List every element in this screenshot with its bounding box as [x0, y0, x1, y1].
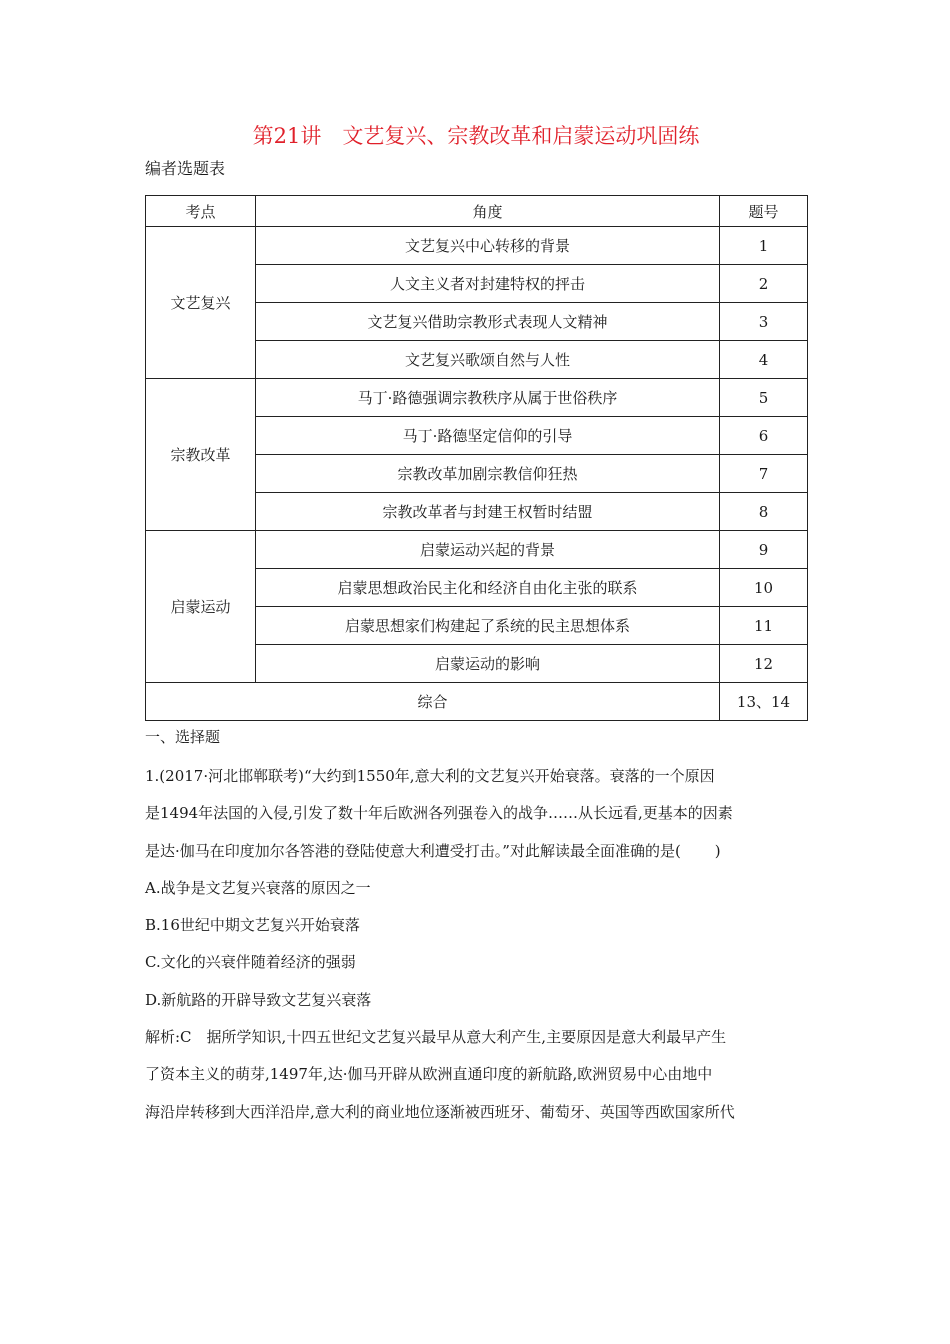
angle-cell: 马丁·路德强调宗教秩序从属于世俗秩序 [256, 379, 720, 417]
angle-cell: 文艺复兴借助宗教形式表现人文精神 [256, 303, 720, 341]
option-a: A.战争是文艺复兴衰落的原因之一 [145, 878, 371, 897]
topic-cell: 启蒙运动 [146, 531, 256, 683]
question-1 [145, 758, 807, 1131]
table-row [146, 531, 808, 569]
question-stem-end: ) [714, 841, 721, 860]
number-cell: 7 [720, 455, 808, 493]
analysis-line: 了资本主义的萌芽,1497年,达·伽马开辟从欧洲直通印度的新航路,欧洲贸易中心由地中 [145, 1065, 713, 1084]
angle-cell: 宗教改革者与封建王权暂时结盟 [256, 493, 720, 531]
header-number: 题号 [720, 196, 808, 227]
header-topic: 考点 [146, 196, 256, 227]
section-heading: 一、选择题 [145, 728, 221, 746]
number-cell: 9 [720, 531, 808, 569]
header-angle: 角度 [256, 196, 720, 227]
page-title: 第21讲 文艺复兴、宗教改革和启蒙运动巩固练 [252, 124, 700, 148]
number-cell: 12 [720, 645, 808, 683]
summary-label: 综合 [146, 683, 720, 721]
angle-cell: 启蒙运动的影响 [256, 645, 720, 683]
angle-cell: 启蒙思想家们构建起了系统的民主思想体系 [256, 607, 720, 645]
angle-cell: 启蒙思想政治民主化和经济自由化主张的联系 [256, 569, 720, 607]
number-cell: 4 [720, 341, 808, 379]
topic-cell: 宗教改革 [146, 379, 256, 531]
analysis-line: 海沿岸转移到大西洋沿岸,意大利的商业地位逐渐被西班牙、葡萄牙、英国等西欧国家所代 [145, 1102, 735, 1121]
analysis-line: 解析:C 据所学知识,十四五世纪文艺复兴最早从意大利产生,主要原因是意大利最早产生 [145, 1028, 727, 1047]
angle-cell: 文艺复兴歌颂自然与人性 [256, 341, 720, 379]
number-cell: 2 [720, 265, 808, 303]
number-cell: 1 [720, 227, 808, 265]
angle-cell: 马丁·路德坚定信仰的引导 [256, 417, 720, 455]
number-cell: 3 [720, 303, 808, 341]
number-cell: 5 [720, 379, 808, 417]
number-cell: 11 [720, 607, 808, 645]
option-b: B.16世纪中期文艺复兴开始衰落 [145, 916, 360, 935]
table-row [146, 379, 808, 417]
table-caption: 编者选题表 [145, 159, 226, 178]
question-stem-line [145, 833, 807, 870]
option-d: D.新航路的开辟导致文艺复兴衰落 [145, 990, 372, 1009]
topic-cell: 文艺复兴 [146, 227, 256, 379]
option-c: C.文化的兴衰伴随着经济的强弱 [145, 953, 356, 972]
angle-cell: 启蒙运动兴起的背景 [256, 531, 720, 569]
question-stem-text: 是达·伽马在印度加尔各答港的登陆使意大利遭受打击。”对此解读最全面准确的是( [145, 841, 681, 860]
question-stem-line: 1.(2017·河北邯郸联考)“大约到1550年,意大利的文艺复兴开始衰落。衰落的一个原因 [145, 767, 715, 785]
angle-cell: 人文主义者对封建特权的抨击 [256, 265, 720, 303]
summary-row [146, 683, 808, 721]
topic-table [145, 195, 808, 721]
number-cell: 8 [720, 493, 808, 531]
table-header-row [146, 196, 808, 227]
angle-cell: 文艺复兴中心转移的背景 [256, 227, 720, 265]
table-row [146, 227, 808, 265]
question-stem-line: 是1494年法国的入侵,引发了数十年后欧洲各列强卷入的战争……从长远看,更基本的因素 [145, 804, 733, 823]
angle-cell: 宗教改革加剧宗教信仰狂热 [256, 455, 720, 493]
number-cell: 6 [720, 417, 808, 455]
number-cell: 10 [720, 569, 808, 607]
summary-number: 13、14 [720, 683, 808, 721]
